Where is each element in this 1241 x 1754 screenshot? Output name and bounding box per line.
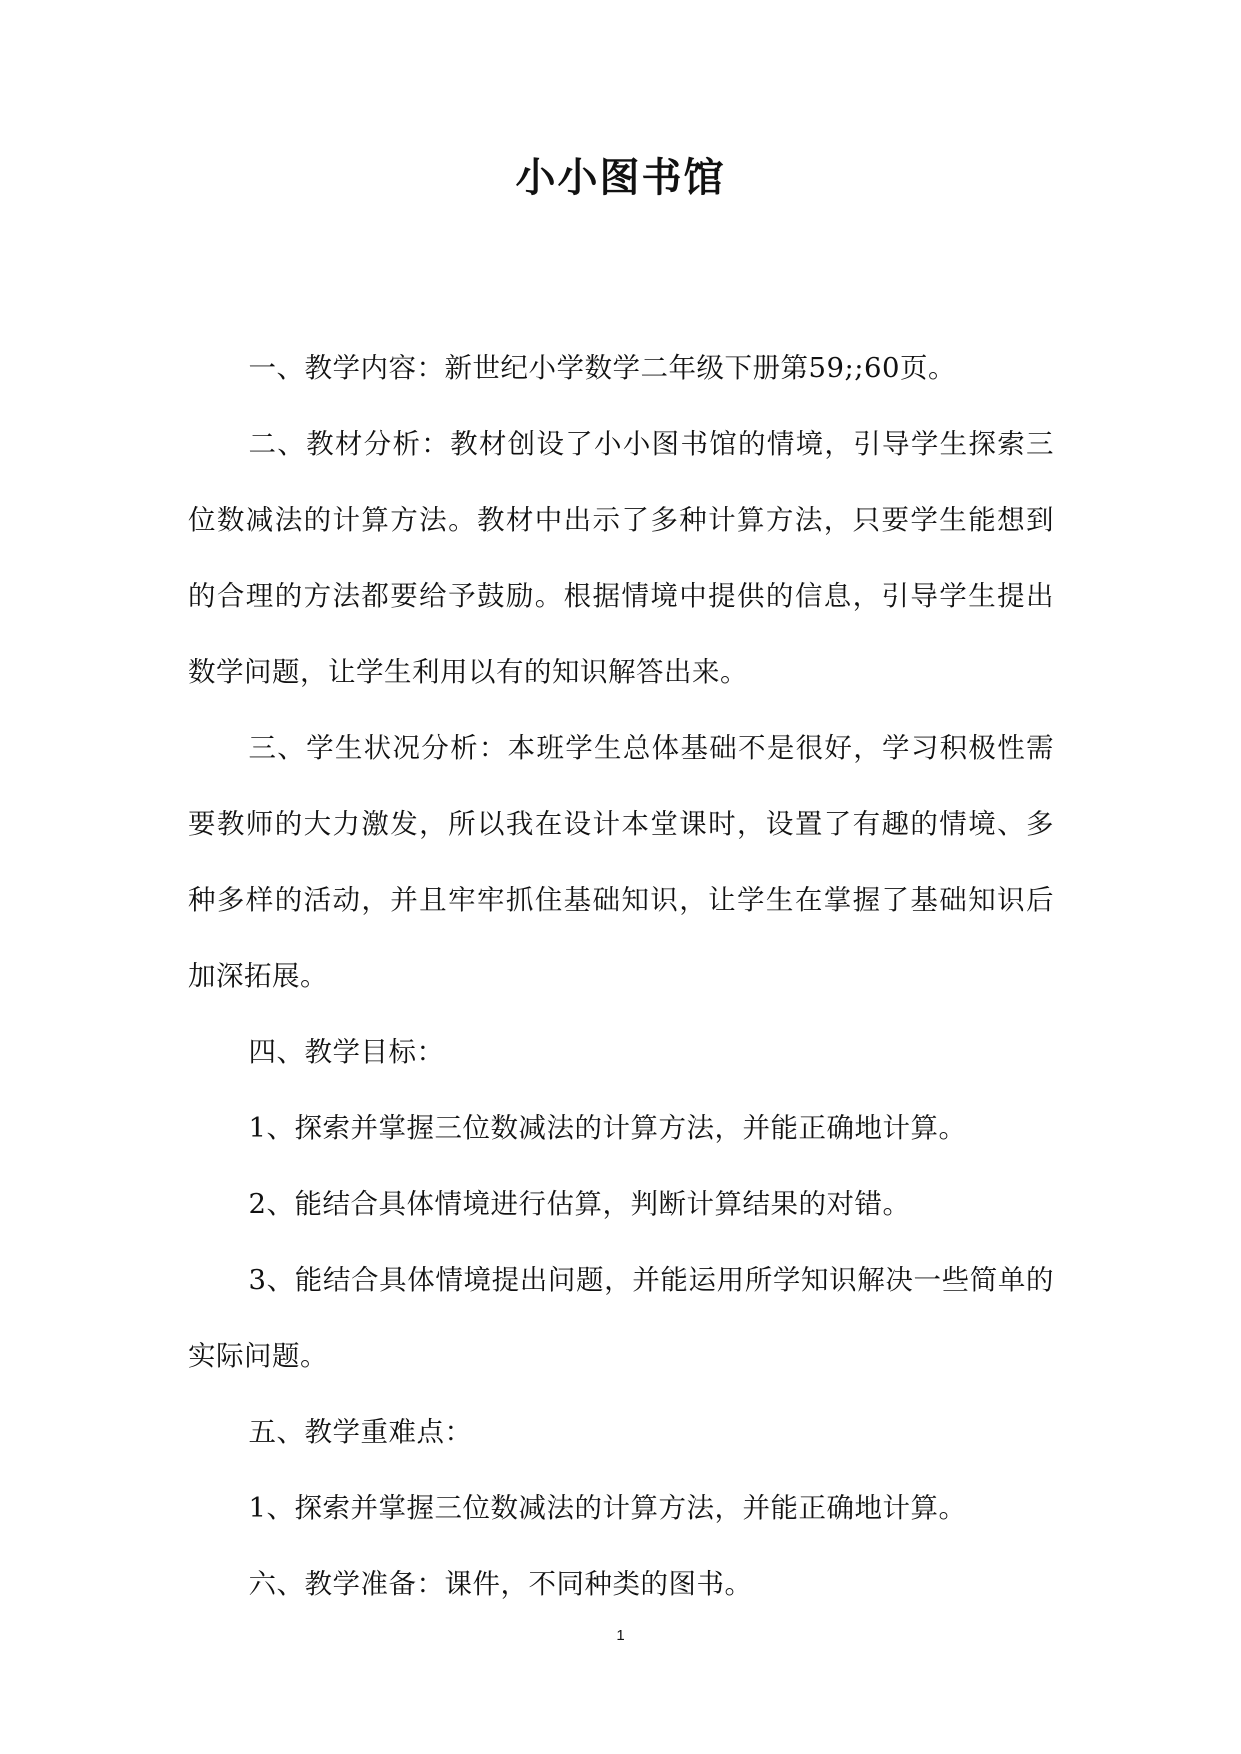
paragraph-student-analysis: 三、学生状况分析：本班学生总体基础不是很好，学习积极性需要教师的大力激发，所以我在设计本堂课时，设置了有趣的情境、多种多样的活动，并且牢牢抓住基础知识，让学生在掌握了基础知识后加深拓展。 — [188, 732, 1054, 992]
goal-item-2: 2、能结合具体情境进行估算，判断计算结果的对错。 — [248, 1188, 911, 1220]
goal-item-1: 1、探索并掌握三位数减法的计算方法，并能正确地计算。 — [248, 1112, 967, 1144]
heading-key-points: 五、教学重难点： — [248, 1416, 473, 1448]
document-body — [188, 330, 1054, 1622]
paragraph-teaching-content: 一、教学内容：新世纪小学数学二年级下册第59;;60页。 — [248, 352, 957, 384]
heading-teaching-goals: 四、教学目标： — [248, 1036, 445, 1068]
document-title: 小小图书馆 — [515, 154, 726, 201]
paragraph-textbook-analysis: 二、教材分析：教材创设了小小图书馆的情境，引导学生探索三位数减法的计算方法。教材中出示了多种计算方法，只要学生能想到的合理的方法都要给予鼓励。根据情境中提供的信息，引导学生提出数学问题，让学生利用以有的知识解答出来。 — [188, 428, 1054, 688]
paragraph-preparation: 六、教学准备：课件，不同种类的图书。 — [248, 1568, 753, 1600]
page-number: 1 — [616, 1627, 625, 1644]
goal-item-3: 3、能结合具体情境提出问题，并能运用所学知识解决一些简单的实际问题。 — [188, 1264, 1054, 1372]
key-point-item-1: 1、探索并掌握三位数减法的计算方法，并能正确地计算。 — [248, 1492, 967, 1524]
